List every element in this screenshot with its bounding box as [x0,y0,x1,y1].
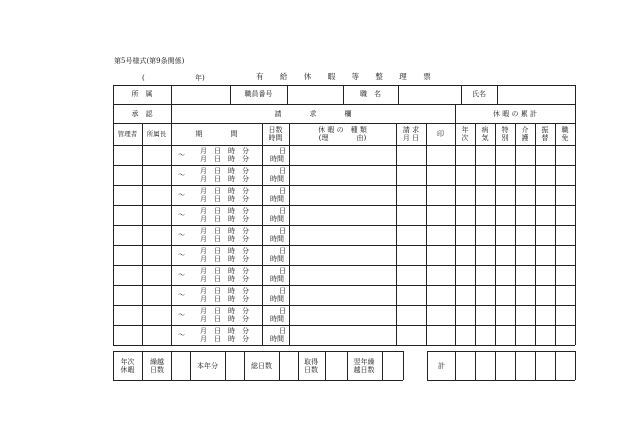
footer-column-line [382,351,383,380]
label-in: 印 [437,129,444,138]
row-hours-unit: 時間 [270,175,284,183]
row-hours-unit: 時間 [270,195,284,203]
footer-column-line [142,351,143,380]
footer-shutoku-line1: 取得 [304,357,318,366]
column-line [426,123,427,345]
footer-kurikoshi-line1: 繰越 [150,357,164,366]
row-period-from: 月 日 時 分 [200,267,249,275]
footer-column-line [347,351,348,380]
footer-border-left [113,351,114,380]
cumulative-header-0 [455,123,475,144]
row-hours-unit: 時間 [270,315,284,323]
row-tilde: ～ [178,171,185,179]
footer-kurikoshi-line2: 日数 [150,365,164,374]
row-hours-unit: 時間 [270,155,284,163]
row-days-unit: 日 [279,187,286,195]
row-hours-unit: 時間 [270,275,284,283]
footer-shutoku-line2: 日数 [304,365,318,374]
label-shonin: 承 認 [131,110,153,118]
cumulative-header-5-line1: 職 [561,125,569,134]
label-shokumei: 職 名 [360,90,381,98]
label-seikyu-line1: 請 求 [402,125,420,134]
row-period-from: 月 日 時 分 [200,167,249,175]
footer-honnenbun: 本年分 [197,361,218,370]
footer-sonissu: 総日数 [251,361,272,370]
cumulative-header-3-line2: 護 [521,133,529,142]
footer-kurikoshi [145,352,169,379]
label-shurui [289,123,396,144]
total-column-line [555,351,556,380]
cumulative-header-3 [515,123,535,144]
cumulative-header-1 [475,123,495,144]
footer-column-line [244,351,245,380]
total-column-line [455,351,456,380]
cumulative-header-1-line2: 気 [481,133,489,142]
row-hours-unit: 時間 [270,255,284,263]
row-period-to: 月 日 時 分 [200,195,249,203]
total-column-line [475,351,476,380]
row-tilde: ～ [178,231,185,239]
top-row-column-line [497,85,498,104]
top-row-column-line [171,85,172,104]
label-seikyu-ran: 請 求 欄 [274,110,352,118]
cumulative-column-line [535,123,536,345]
row-hours-unit: 時間 [270,295,284,303]
footer-column-line [298,351,299,380]
cumulative-header-0-line2: 次 [461,133,469,142]
row-line [113,305,575,306]
year-open: ( [142,74,145,82]
footer-shutoku [299,352,323,379]
row-tilde: ～ [178,311,185,319]
label-kikan: 期 間 [195,129,238,138]
column-line [142,123,143,345]
column-line [289,123,290,345]
total-border-bottom [427,380,575,381]
row-period-from: 月 日 時 分 [200,307,249,315]
row-period-from: 月 日 時 分 [200,147,249,155]
label-kyuka-ruikei: 休 暇 の 累 計 [493,110,537,118]
label-shozoku: 所 属 [131,90,153,98]
label-shurui-line2: (理 由) [318,133,367,142]
footer-nenji-line1: 年次 [120,357,135,366]
footer-nenji-line2: 休暇 [120,365,135,374]
row-line [113,325,575,326]
row-period-to: 月 日 時 分 [200,155,249,163]
row-period-to: 月 日 時 分 [200,275,249,283]
row-line [113,205,575,206]
row-line [113,185,575,186]
total-border-top [427,351,575,352]
footer-column-line [171,351,172,380]
row-tilde: ～ [178,151,185,159]
row-period-from: 月 日 時 分 [200,287,249,295]
footer-nenji [113,352,142,379]
label-shurui-line1: 休 暇 の 種 類 [318,125,367,134]
row-period-from: 月 日 時 分 [200,207,249,215]
row-period-from: 月 日 時 分 [200,187,249,195]
footer-kei: 計 [438,361,445,370]
label-shozokucho: 所属長 [146,129,167,138]
row-period-from: 月 日 時 分 [200,247,249,255]
footer-column-line [325,351,326,380]
label-kanrisha: 管理者 [117,129,138,138]
row-period-from: 月 日 時 分 [200,327,249,335]
cumulative-header-2-line2: 別 [501,133,509,142]
row-hours-unit: 時間 [270,335,284,343]
row-line [113,265,575,266]
total-border-right [575,351,576,380]
table-border-bottom [113,345,575,346]
footer-yokunen-line2: 越日数 [353,365,375,374]
label-seikyu-date [396,123,426,144]
row-line [113,225,575,226]
row-days-unit: 日 [279,327,286,335]
label-seikyu-line2: 月 日 [402,133,420,142]
top-row-column-line [398,85,399,104]
row-hours-unit: 時間 [270,215,284,223]
row-tilde: ～ [178,251,185,259]
cumulative-header-4 [535,123,555,144]
cumulative-header-2 [495,123,515,144]
row-tilde: ～ [178,271,185,279]
row-period-to: 月 日 時 分 [200,295,249,303]
header-bottom [113,145,575,146]
row-days-unit: 日 [279,247,286,255]
cumulative-header-4-line2: 替 [541,133,549,142]
cumulative-column-line [515,123,516,345]
year-close: 年) [195,74,205,82]
row-tilde: ～ [178,211,185,219]
cumulative-column-line [555,123,556,345]
total-column-line [535,351,536,380]
label-shimei: 氏名 [472,90,486,98]
total-column-line [515,351,516,380]
footer-border-bottom [113,380,403,381]
row-period-to: 月 日 時 分 [200,235,249,243]
footer-yokunen [348,352,380,379]
cumulative-column-line [475,123,476,345]
footer-column-line [279,351,280,380]
row-line [113,285,575,286]
row-days-unit: 日 [279,147,286,155]
cumulative-header-1-line1: 病 [481,125,489,134]
cumulative-header-3-line1: 介 [521,125,529,134]
cumulative-header-4-line1: 振 [541,125,549,134]
row-period-to: 月 日 時 分 [200,315,249,323]
row-tilde: ～ [178,331,185,339]
row-days-unit: 日 [279,267,286,275]
row-line [113,245,575,246]
row-line [113,165,575,166]
top-row-divider [113,104,575,105]
total-column-line [495,351,496,380]
column-line [262,123,263,345]
top-row-column-line [287,85,288,104]
label-nissu-line2: 時間 [268,133,283,142]
row-period-to: 月 日 時 分 [200,255,249,263]
cumulative-header-2-line1: 特 [501,125,509,134]
label-shokuin-bango: 職員番号 [244,90,273,98]
column-line [396,123,397,345]
row-days-unit: 日 [279,227,286,235]
form-number: 第5号様式(第9条関係) [114,57,185,65]
row-tilde: ～ [178,191,185,199]
row-period-to: 月 日 時 分 [200,215,249,223]
footer-border-top [113,351,403,352]
total-border-left [427,351,428,380]
footer-border-right [403,351,404,380]
footer-column-line [225,351,226,380]
row-period-from: 月 日 時 分 [200,227,249,235]
row-days-unit: 日 [279,207,286,215]
form-title: 有 給 休 暇 等 整 理 票 [256,72,438,81]
cumulative-header-5-line2: 免 [561,133,569,142]
row-period-to: 月 日 時 分 [200,175,249,183]
footer-yokunen-line1: 翌年繰 [353,357,375,366]
row-days-unit: 日 [279,307,286,315]
row-days-unit: 日 [279,287,286,295]
row-days-unit: 日 [279,167,286,175]
row-period-to: 月 日 時 分 [200,335,249,343]
label-nissu [262,123,289,144]
label-nissu-line1: 日数 [268,125,283,134]
cumulative-column-line [495,123,496,345]
table-border-right [575,85,576,345]
footer-column-line [190,351,191,380]
row-hours-unit: 時間 [270,235,284,243]
row-tilde: ～ [178,291,185,299]
cumulative-header-0-line1: 年 [461,125,469,134]
cumulative-header-5 [555,123,575,144]
